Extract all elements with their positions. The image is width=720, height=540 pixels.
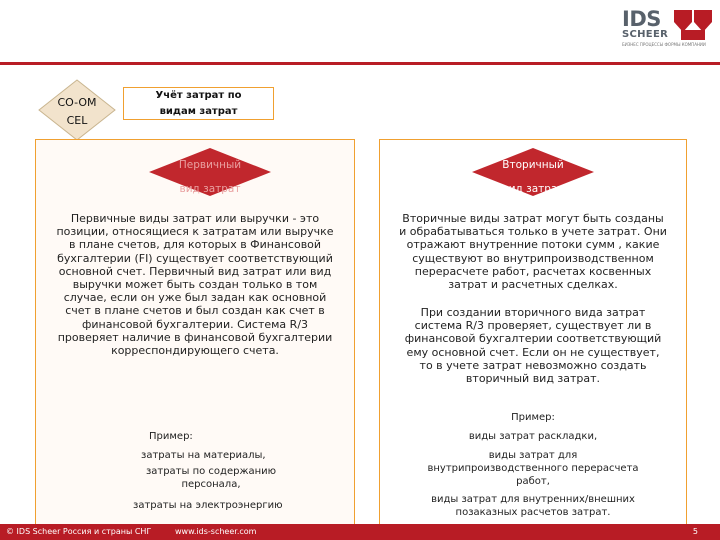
primary-desc-line: основной счет. Первичный вид затрат или вид	[58, 264, 332, 278]
badge-line1: CO-OM	[57, 96, 97, 109]
primary-desc-line: случае, если он уже был задан как основной	[63, 291, 327, 305]
primary-example-2a: затраты по содержанию	[145, 466, 277, 477]
secondary-example-3b: позаказных расчетов затрат.	[455, 507, 611, 518]
title-line1: Учёт затрат по	[155, 90, 242, 101]
secondary-diamond-line1: Вторичный	[502, 159, 564, 171]
primary-desc-line: корреспондирующего счета.	[111, 344, 279, 358]
primary-panel	[35, 139, 355, 527]
logo-scheer-text: SCHEER	[622, 29, 669, 40]
header-bar	[0, 0, 720, 62]
secondary-example-2	[380, 449, 686, 488]
secondary-desc-line: и обрабатываться только в учете затрат. Они	[399, 225, 667, 239]
secondary-desc-line: Вторичные виды затрат могут быть созданы	[402, 212, 664, 225]
primary-desc-line: проверяет наличие в финансовой бухгалтерии	[57, 330, 333, 344]
secondary-example-label: Пример:	[511, 412, 555, 423]
module-badge	[37, 78, 117, 142]
logo-tagline: БИЗНЕС ПРОЦЕССЫ ФОРМЫ КОМПАНИИ	[622, 42, 706, 47]
logo-ids-text: IDS	[622, 7, 661, 31]
primary-desc-line: в плане счетов, для которых в Финансовой	[68, 238, 322, 252]
secondary-desc-line: то в учете затрат невозможно создать	[419, 358, 647, 372]
primary-example-2	[136, 465, 286, 491]
secondary-desc-line: При создании вторичного вида затрат	[420, 306, 646, 319]
secondary-example-3a: виды затрат для внутренних/внешних	[431, 494, 635, 505]
secondary-example-2a: виды затрат для	[488, 450, 578, 461]
secondary-panel	[379, 139, 687, 527]
secondary-desc-line: существуют во внутрипроизводственном	[412, 251, 654, 265]
primary-desc-line: бухгалтерии (FI) существует соответствующий	[57, 251, 333, 265]
secondary-desc-line: система R/3 проверяет, существует ли в	[414, 319, 652, 333]
secondary-diamond	[471, 147, 595, 197]
secondary-diamond-line2: вид затрат	[502, 183, 564, 195]
title-box	[123, 87, 274, 120]
primary-diamond	[148, 147, 272, 197]
primary-desc-line: счет в плане счетов и был создан как счет в	[65, 304, 325, 318]
page-number: 5	[692, 527, 698, 536]
secondary-example-1: виды затрат раскладки,	[468, 431, 598, 442]
ids-scheer-logo	[622, 8, 716, 56]
secondary-example-2c: работ,	[516, 476, 550, 487]
primary-desc-line: позиции, относящиеся к затратам или выручке	[56, 225, 334, 239]
footer-copyright: © IDS Scheer Россия и страны СНГ	[6, 527, 152, 536]
secondary-desc-line: ему основной счет. Если он не существует,	[406, 345, 660, 359]
secondary-desc-line: вторичный вид затрат.	[465, 372, 601, 386]
secondary-desc-line: финансовой бухгалтерии соответствующий	[404, 332, 662, 346]
primary-desc-line: Первичные виды затрат или выручки - это	[70, 212, 320, 225]
secondary-description-1	[384, 212, 682, 291]
primary-example-label: Пример:	[149, 431, 193, 442]
title-line2: видам затрат	[159, 106, 238, 117]
secondary-desc-line: затрат и расчетных сделках.	[448, 278, 618, 292]
primary-example-2b: персонала,	[181, 479, 241, 490]
primary-example-3: затраты на электроэнергию	[133, 500, 283, 511]
secondary-example-3	[380, 493, 686, 519]
secondary-description-2	[384, 306, 682, 385]
secondary-desc-line: отражают внутренние потоки сумм , какие	[406, 238, 660, 252]
footer-bar	[0, 524, 720, 540]
badge-diamond-shape	[37, 78, 117, 142]
secondary-example-2b: внутрипроизводственного перерасчета	[427, 463, 639, 474]
badge-line2: CEL	[66, 114, 88, 127]
footer-url-link[interactable]: www.ids-scheer.com	[175, 527, 257, 536]
primary-diamond-line1: Первичный	[178, 159, 242, 171]
header-divider	[0, 62, 720, 65]
primary-example-1: затраты на материалы,	[141, 450, 266, 461]
logo-mark-icon	[674, 10, 714, 42]
primary-description	[44, 212, 346, 357]
primary-diamond-line2: вид затрат	[179, 183, 241, 195]
primary-desc-line: выручки может быть создан только в том	[72, 278, 318, 292]
primary-desc-line: финансовой бухгалтерии. Система R/3	[81, 317, 309, 331]
secondary-desc-line: перерасчете работ, расчетах косвенных	[414, 264, 652, 278]
